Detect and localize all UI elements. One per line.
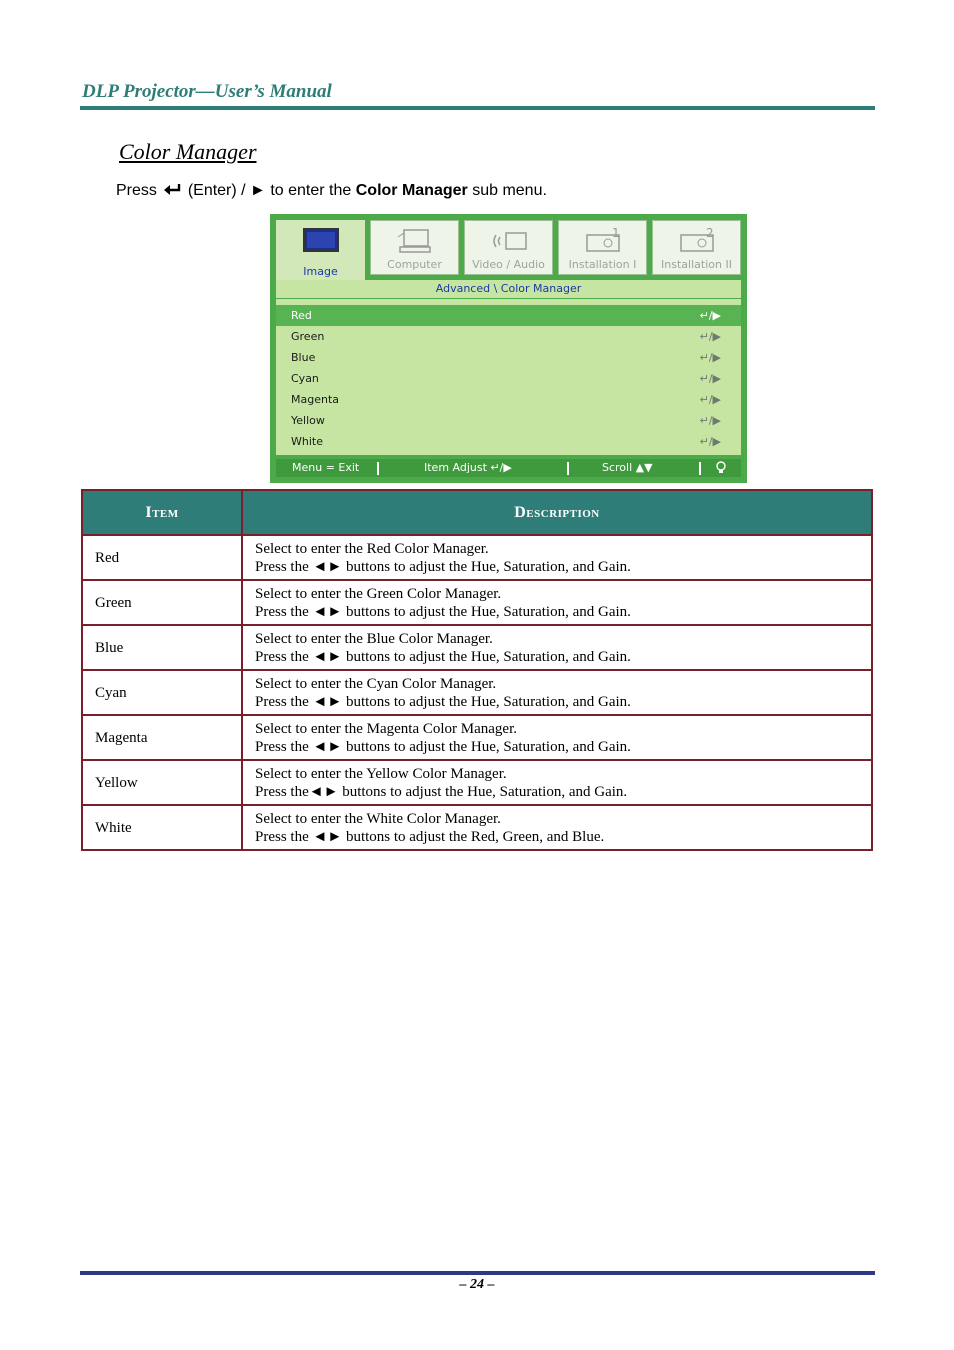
osd-footer-separator: [567, 462, 569, 475]
desc-line: Select to enter the Green Color Manager.: [255, 585, 502, 602]
osd-item-magenta[interactable]: [276, 389, 741, 410]
page-number: – 24 –: [459, 1277, 495, 1292]
header-description: Description: [242, 490, 872, 535]
osd-footer-menu-exit: Menu = Exit: [292, 461, 360, 474]
tab-computer-label: Computer: [387, 258, 442, 271]
desc-line: Select to enter the Red Color Manager.: [255, 540, 489, 557]
osd-menu: [270, 214, 747, 483]
table-row: [82, 580, 872, 625]
osd-item-label: Magenta: [291, 393, 340, 406]
color-manager-table: [81, 489, 873, 851]
osd-item-label: Red: [291, 309, 312, 322]
osd-breadcrumb: Advanced \ Color Manager: [276, 280, 741, 299]
manual-title: DLP Projector—User’s Manual: [82, 81, 332, 102]
table-row: [82, 625, 872, 670]
enter-arrow-icon: ↵/▶: [699, 435, 721, 448]
intro-text: [116, 182, 547, 200]
table-row: [82, 535, 872, 580]
tab-computer[interactable]: [370, 220, 459, 275]
osd-item-red[interactable]: [276, 305, 741, 326]
osd-footer: [276, 459, 741, 477]
osd-item-white[interactable]: [276, 431, 741, 452]
svg-text:1: 1: [611, 227, 620, 240]
osd-item-label: Green: [291, 330, 325, 343]
desc-line: Select to enter the Cyan Color Manager.: [255, 675, 497, 692]
table-header-row: [82, 490, 872, 535]
osd-item-label: Cyan: [291, 372, 319, 385]
desc-line: Press the◄► buttons to adjust the Hue, Saturation, and Gain.: [255, 783, 628, 800]
osd-item-yellow[interactable]: [276, 410, 741, 431]
enter-arrow-icon: ↵/▶: [699, 309, 721, 322]
row-item: Red: [82, 535, 242, 580]
row-description: [242, 760, 872, 805]
enter-arrow-icon: ↵/▶: [699, 351, 721, 364]
osd-body: [276, 280, 741, 455]
projector-1-icon: [584, 227, 622, 255]
projector-2-icon: [678, 227, 716, 255]
osd-item-blue[interactable]: [276, 347, 741, 368]
tab-video-audio[interactable]: [464, 220, 553, 275]
row-item: Blue: [82, 625, 242, 670]
row-description: [242, 580, 872, 625]
desc-line: Select to enter the Magenta Color Manager.: [255, 720, 517, 737]
header-rule: [80, 106, 875, 110]
row-description: [242, 670, 872, 715]
osd-footer-item-adjust: Item Adjust ↵/▶: [424, 461, 512, 474]
row-description: [242, 625, 872, 670]
osd-item-label: Yellow: [291, 414, 325, 427]
table-row: [82, 805, 872, 850]
tab-installation-1-label: Installation I: [568, 258, 637, 271]
row-description: [242, 715, 872, 760]
osd-footer-scroll: Scroll ▲▼: [602, 461, 653, 474]
desc-line: Press the ◄► buttons to adjust the Hue, Saturation, and Gain.: [255, 648, 631, 665]
video-audio-icon: [490, 227, 528, 255]
header-item: Item: [82, 490, 242, 535]
enter-key-icon: [163, 182, 181, 200]
intro-mid: (Enter) / ► to enter the: [187, 182, 352, 199]
svg-text:2: 2: [705, 227, 714, 240]
computer-icon: [396, 227, 434, 255]
osd-item-cyan[interactable]: [276, 368, 741, 389]
footer-rule: [80, 1271, 875, 1275]
monitor-icon: [302, 227, 340, 255]
osd-item-green[interactable]: [276, 326, 741, 347]
desc-line: Press the ◄► buttons to adjust the Red, Green, and Blue.: [255, 828, 605, 845]
row-description: [242, 535, 872, 580]
osd-item-label: Blue: [291, 351, 316, 364]
desc-line: Press the ◄► buttons to adjust the Hue, Saturation, and Gain.: [255, 738, 631, 755]
intro-bold: Color Manager: [355, 182, 468, 199]
intro-tail: sub menu.: [472, 182, 547, 199]
tab-image-label: Image: [303, 265, 338, 278]
table-row: [82, 670, 872, 715]
tab-video-audio-label: Video / Audio: [472, 258, 545, 271]
desc-line: Press the ◄► buttons to adjust the Hue, Saturation, and Gain.: [255, 558, 631, 575]
osd-item-list: [276, 305, 741, 452]
osd-tab-bar: [276, 220, 741, 280]
row-item: Yellow: [82, 760, 242, 805]
row-item: White: [82, 805, 242, 850]
section-title: Color Manager: [119, 139, 257, 164]
osd-footer-separator: [699, 462, 701, 475]
osd-footer-separator: [377, 462, 379, 475]
desc-line: Press the ◄► buttons to adjust the Hue, Saturation, and Gain.: [255, 693, 631, 710]
lamp-icon: [716, 461, 726, 480]
enter-arrow-icon: ↵/▶: [699, 393, 721, 406]
enter-arrow-icon: ↵/▶: [699, 330, 721, 343]
desc-line: Select to enter the White Color Manager.: [255, 810, 501, 827]
desc-line: Select to enter the Blue Color Manager.: [255, 630, 493, 647]
tab-installation-2[interactable]: [652, 220, 741, 275]
intro-press: Press: [116, 182, 157, 199]
table-row: [82, 760, 872, 805]
table-row: [82, 715, 872, 760]
row-item: Cyan: [82, 670, 242, 715]
desc-line: Press the ◄► buttons to adjust the Hue, Saturation, and Gain.: [255, 603, 631, 620]
desc-line: Select to enter the Yellow Color Manager.: [255, 765, 507, 782]
enter-arrow-icon: ↵/▶: [699, 414, 721, 427]
osd-item-label: White: [291, 435, 323, 448]
row-item: Green: [82, 580, 242, 625]
tab-image[interactable]: [276, 220, 365, 282]
enter-arrow-icon: ↵/▶: [699, 372, 721, 385]
row-description: [242, 805, 872, 850]
row-item: Magenta: [82, 715, 242, 760]
tab-installation-2-label: Installation II: [661, 258, 732, 271]
tab-installation-1[interactable]: [558, 220, 647, 275]
